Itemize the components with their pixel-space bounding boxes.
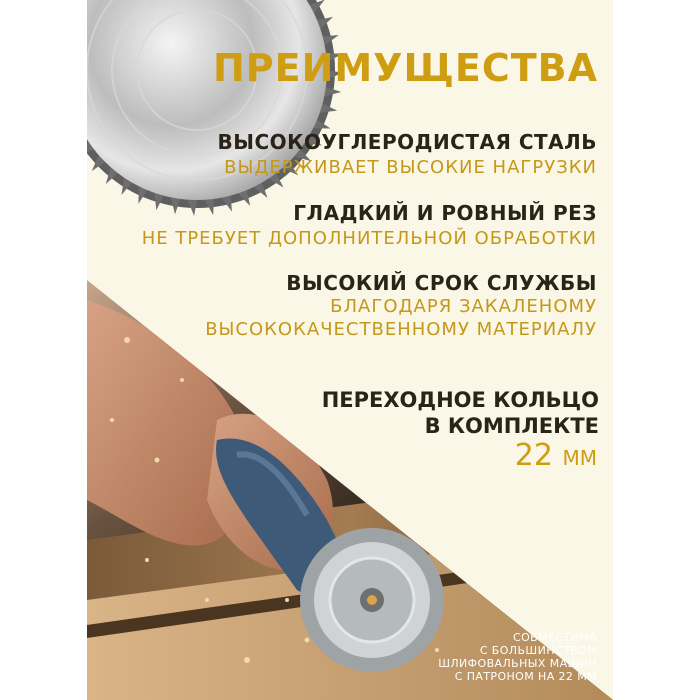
compat-line-1: СОВМЕСТИМА — [513, 631, 597, 644]
compatibility-note — [438, 631, 597, 683]
product-card — [87, 0, 613, 700]
ring-size — [515, 438, 597, 473]
benefit-3-heading: ВЫСОКИЙ СРОК СЛУЖБЫ — [286, 271, 597, 295]
benefit-3-text-1: БЛАГОДАРЯ ЗАКАЛЕНОМУ — [330, 296, 597, 317]
benefit-2-heading: ГЛАДКИЙ И РОВНЫЙ РЕЗ — [293, 201, 597, 225]
page-title: ПРЕИМУЩЕСТВА — [212, 46, 598, 90]
benefit-1-heading: ВЫСОКОУГЛЕРОДИСТАЯ СТАЛЬ — [217, 130, 597, 154]
benefit-1-text: ВЫДЕРЖИВАЕТ ВЫСОКИЕ НАГРУЗКИ — [224, 157, 597, 178]
ring-size-value: 22 — [514, 438, 553, 473]
ring-size-unit: ММ — [562, 446, 597, 470]
benefit-2-text: НЕ ТРЕБУЕТ ДОПОЛНИТЕЛЬНОЙ ОБРАБОТКИ — [141, 228, 597, 249]
benefit-3-text-2: ВЫСОКОКАЧЕСТВЕННОМУ МАТЕРИАЛУ — [205, 319, 597, 340]
grinder-photo — [87, 0, 613, 700]
ring-line-2: В КОМПЛЕКТЕ — [424, 414, 599, 438]
ring-line-1: ПЕРЕХОДНОЕ КОЛЬЦО — [321, 388, 599, 412]
compat-line-2: С БОЛЬШИНСТВОМ — [479, 644, 597, 657]
ring-heading — [322, 387, 599, 439]
compat-line-4: С ПАТРОНОМ НА 22 ММ — [454, 670, 597, 683]
compat-line-3: ШЛИФОВАЛЬНЫХ МАШИН — [438, 657, 597, 670]
